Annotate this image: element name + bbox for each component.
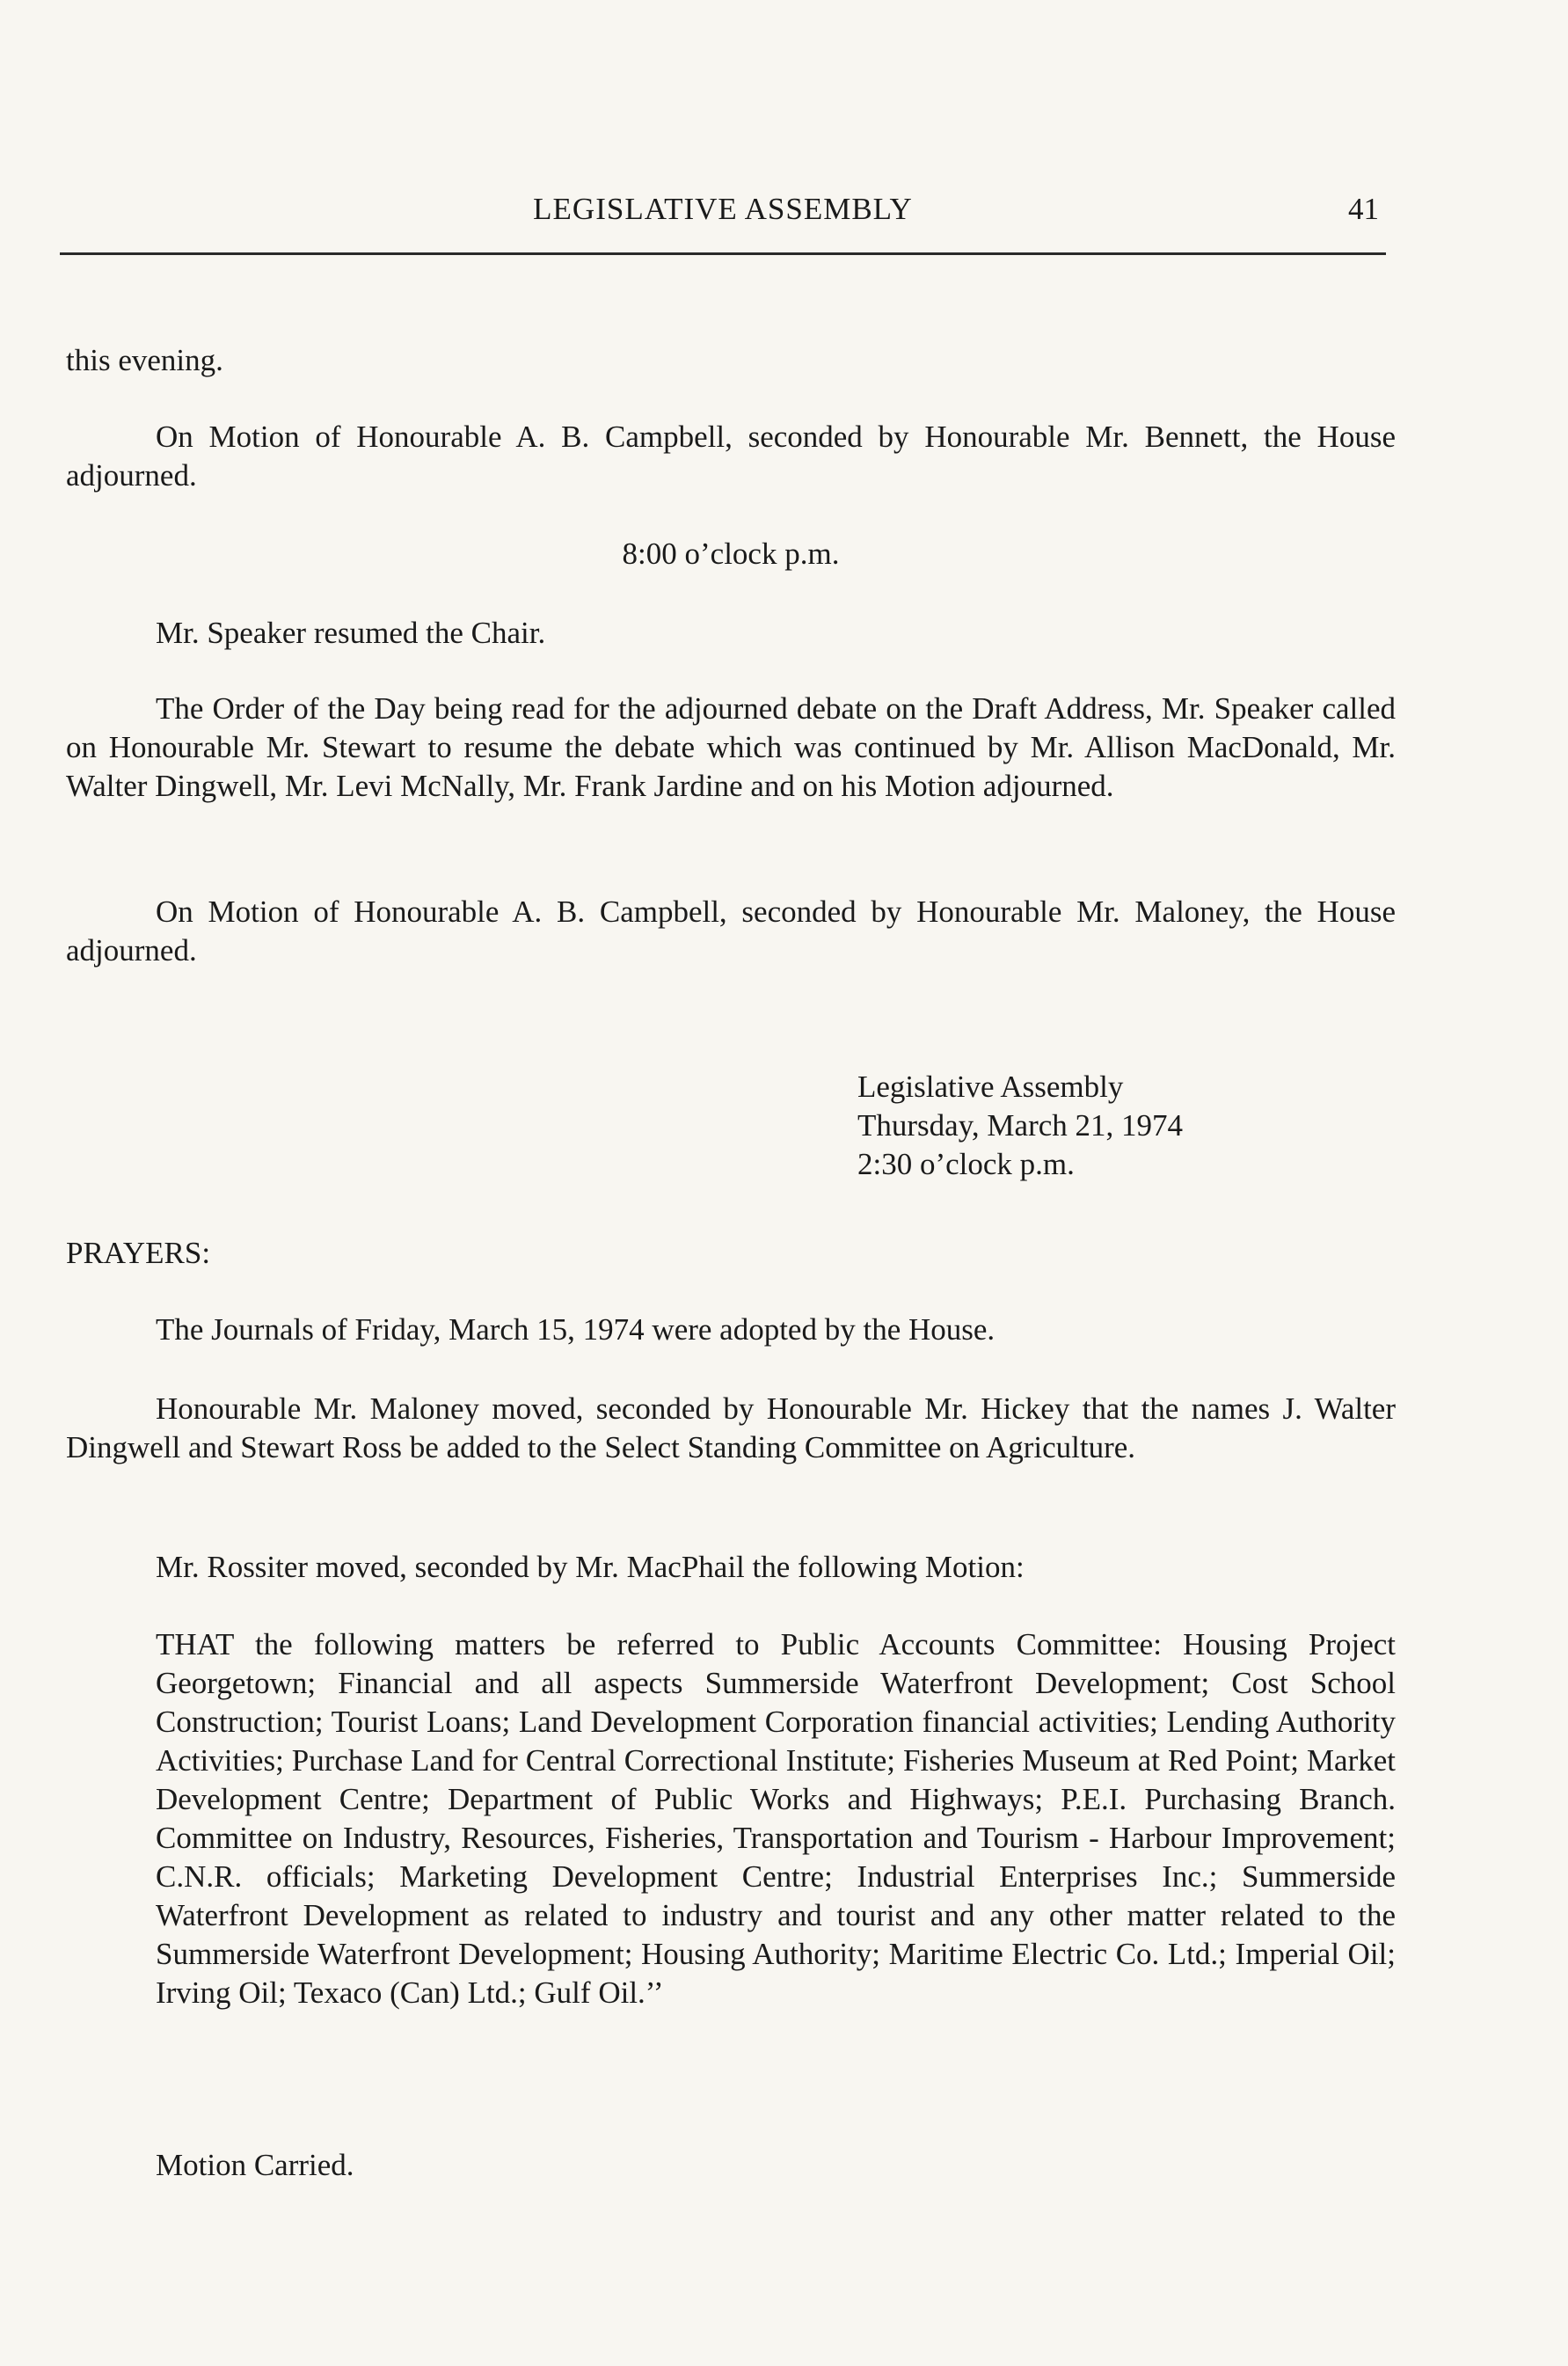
paragraph-select-committee-motion: Honourable Mr. Maloney moved, seconded by Honourable Mr. Hickey that the names J. Walter Dingwell and Stewart Ross be added to the Select Standing Committee on Agriculture. — [66, 1391, 1396, 1464]
paragraph-adjournment-2: On Motion of Honourable A. B. Campbell, seconded by Honourable Mr. Maloney, the House adjourned. — [66, 895, 1396, 968]
prayers-heading: PRAYERS: — [66, 1236, 211, 1270]
paragraph-adjournment-1: On Motion of Honourable A. B. Campbell, seconded by Honourable Mr. Bennett, the House adjourned. — [66, 420, 1396, 493]
session-place: Legislative Assembly — [857, 1070, 1124, 1104]
page-header — [60, 192, 1386, 248]
evening-time-heading: 8:00 o’clock p.m. — [622, 537, 840, 571]
paragraph-speaker-resumed: Mr. Speaker resumed the Chair. — [156, 616, 546, 650]
session-date: Thursday, March 21, 1974 — [857, 1108, 1184, 1143]
session-time: 2:30 o’clock p.m. — [857, 1147, 1075, 1181]
paragraph-rossiter-motion: Mr. Rossiter moved, seconded by Mr. MacPhail the following Motion: — [156, 1550, 1025, 1584]
running-title: LEGISLATIVE ASSEMBLY — [533, 192, 913, 226]
header-rule — [60, 252, 1386, 255]
paragraph-draft-address-debate: The Order of the Day being read for the adjourned debate on the Draft Address, Mr. Speaker called on Honourable Mr. Stewart to resume the debate which was continued by Mr. Allison MacDonald, Mr. Walter Dingwell, Mr. Levi McNally, Mr. Frank Jardine and on his Motion adjourned. — [66, 691, 1396, 803]
motion-text: THAT the following matters be referred to Public Accounts Committee: Housing Project Georgetown; Financial and all aspects Summerside Waterfront Development; Cost School Construction; Tourist Loans; Land Development Corporation financial activities; Lending Authority Activities; Purchase Land for Central Correctional Institute; Fisheries Museum at Red Point; Market Development Centre; Department of Public Works and Highways; P.E.I. Purchasing Branch. Committee on Industry, Resources, Fisheries, Transportation and Tourism - Harbour Improvement; C.N.R. officials; Marketing Development Centre; Industrial Enterprises Inc.; Summerside Waterfront Development as related to industry and tourist and any other matter related to the Summerside Waterfront Development; Housing Authority; Maritime Electric Co. Ltd.; Imperial Oil; Irving Oil; Texaco (Can) Ltd.; Gulf Oil.’’ — [156, 1627, 1396, 2010]
page-number: 41 — [1348, 192, 1379, 226]
session-heading — [857, 1068, 1183, 1184]
motion-carried: Motion Carried. — [156, 2148, 354, 2182]
continuation-text: this evening. — [66, 343, 223, 377]
paragraph-journals-adopted: The Journals of Friday, March 15, 1974 were adopted by the House. — [156, 1312, 995, 1347]
